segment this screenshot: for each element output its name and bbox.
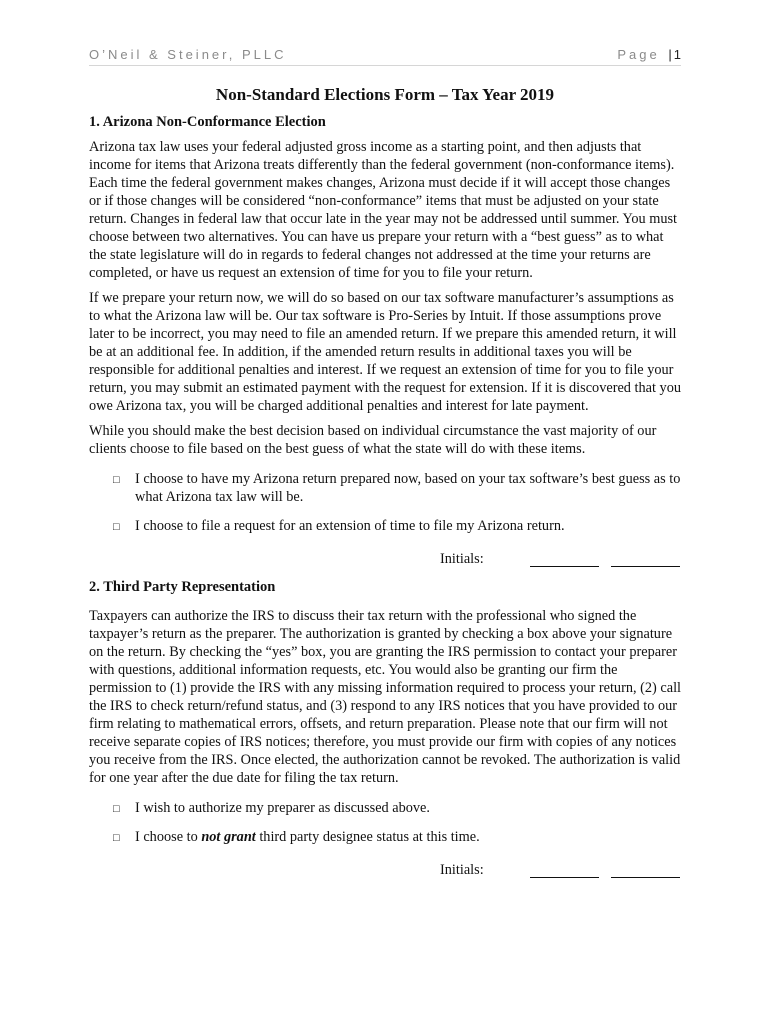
section-1-paragraph-3: While you should make the best decision based on individual circumstance the vast majority of our clients choose to file based on the best guess of what the state will do with these items. (89, 423, 657, 457)
option-not-grant-pre: I choose to (135, 829, 202, 845)
section-1-paragraph-2: If we prepare your return now, we will do so based on our tax software manufacturer’s assumptions as to what the Arizona law will be. Our tax software is Pro-Series by Intuit. If those assumptions prove later to be incorrect, you may need to file an amended return. If we prepare this amended return, it will be at an additional fee. In addition, if the amended return results in additional taxes you will be responsible for additional penalties and interest. If we request an extension of time for you to file your return, you may submit an estimated payment with the request for extension. If it is discovered that you owe Arizona tax, you will be charged additional penalties and interest for late payment. (89, 290, 681, 414)
option-prepare-now[interactable] (89, 470, 681, 506)
section-2-initials (89, 860, 681, 884)
checkbox-icon[interactable]: □ (113, 521, 120, 533)
option-file-extension[interactable] (89, 517, 681, 535)
checkbox-icon[interactable]: □ (113, 803, 120, 815)
checkbox-icon[interactable]: □ (113, 474, 120, 486)
initials-label: Initials: (440, 862, 484, 878)
not-grant-emphasis: not grant (201, 829, 256, 845)
option-not-grant-post: third party designee status at this time. (255, 829, 480, 845)
page-header (89, 45, 681, 66)
initials-line-2[interactable] (611, 876, 680, 878)
page-indicator (617, 47, 681, 62)
form-body (89, 84, 681, 886)
section-2-paragraph: Taxpayers can authorize the IRS to discuss their tax return with the professional who signed the taxpayer’s return as the preparer. The authorization is granted by checking a box above your signature on the return. By checking the “yes” box, you are granting the IRS permission to contact your preparer with questions, additional information requests, etc. You would also be granting our firm the permission to (1) provide the IRS with any missing information required to process your return, (2) call the IRS to check return/refund status, and (3) respond to any IRS notices that you have provided to our firm relating to mathematical errors, offsets, and return preparation. Please note that our firm will not receive separate copies of IRS notices; therefore, you must provide our firm with copies of any notices you receive from the IRS. Once elected, the authorization cannot be revoked. The authorization is valid for one year after the due date for filing the tax return. (89, 608, 682, 786)
section-2-heading: 2. Third Party Representation (89, 579, 276, 595)
option-authorize-preparer-label: I wish to authorize my preparer as discussed above. (135, 800, 430, 816)
initials-line-1[interactable] (530, 876, 599, 878)
option-prepare-now-label: I choose to have my Arizona return prepared now, based on your tax software’s best guess as to what Arizona tax law will be. (135, 471, 681, 505)
section-1-paragraph-1: Arizona tax law uses your federal adjusted gross income as a starting point, and then adjusts that income for items that Arizona treats differently than the federal government (non-conformance items). Each time the federal government makes changes, Arizona must decide if it will accept those changes or if those changes will be considered “non-conformance” items that must be adjusted on your state return. Changes in federal law that occur late in the year may not be addressed until summer. You must choose between two alternatives. You can have us prepare your return with a “best guess” as to what the state legislature will do in regards to federal changes not addressed at the time your returns are completed, or have us request an extension of time for you to file your return. (89, 139, 678, 281)
option-not-grant[interactable] (89, 828, 681, 846)
page-separator: | (668, 47, 672, 62)
checkbox-icon[interactable]: □ (113, 832, 120, 844)
firm-name: O’Neil & Steiner, PLLC (89, 47, 287, 62)
option-not-grant-label (135, 829, 480, 845)
initials-label: Initials: (440, 551, 484, 567)
section-1-initials (89, 549, 681, 573)
section-1-heading: 1. Arizona Non-Conformance Election (89, 114, 326, 130)
page-number: 1 (673, 47, 681, 62)
option-file-extension-label: I choose to file a request for an extension of time to file my Arizona return. (135, 518, 565, 534)
initials-line-2[interactable] (611, 565, 680, 567)
page-label: Page (617, 47, 660, 62)
initials-line-1[interactable] (530, 565, 599, 567)
form-title: Non-Standard Elections Form – Tax Year 2019 (215, 85, 555, 104)
option-authorize-preparer[interactable] (89, 799, 681, 817)
